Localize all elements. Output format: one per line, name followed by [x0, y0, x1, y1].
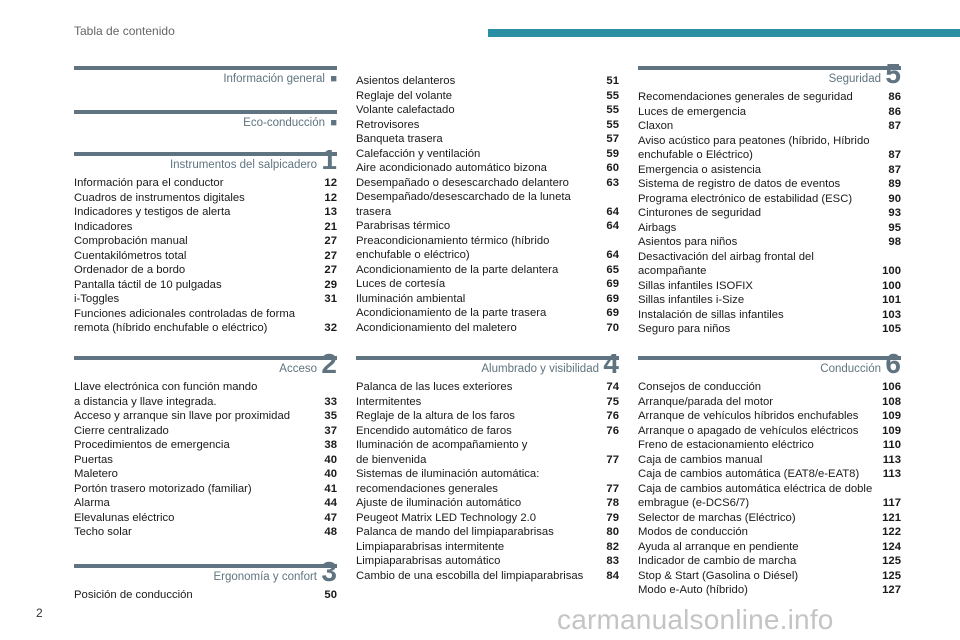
toc-entry-title: Asientos delanteros [356, 75, 456, 87]
section-heading [638, 58, 901, 90]
section-number: 1 [321, 144, 337, 175]
toc-entry[interactable] [638, 322, 901, 337]
toc-entry[interactable] [356, 219, 619, 234]
entry-list [356, 380, 619, 583]
toc-entry-page: 65 [606, 263, 619, 276]
toc-entry[interactable] [356, 277, 619, 292]
toc-entry[interactable] [638, 134, 901, 163]
toc-entry[interactable] [356, 147, 619, 162]
toc-entry[interactable] [638, 453, 901, 468]
toc-entry-page: 113 [882, 468, 901, 480]
toc-entry-page: 55 [606, 104, 619, 116]
toc-entry[interactable] [74, 438, 337, 453]
toc-entry-title: Sillas infantiles ISOFIX [638, 279, 753, 292]
toc-entry[interactable] [356, 395, 619, 410]
toc-entry-page: 51 [606, 75, 619, 87]
toc-entry-page: 31 [324, 293, 337, 305]
section-alumbrado [356, 348, 619, 583]
section-label: Información general [223, 73, 325, 85]
toc-entry-title: Modo e-Auto (híbrido) [638, 584, 748, 596]
toc-entry-page: 98 [888, 236, 901, 248]
section-ergonomia [74, 556, 337, 603]
toc-entry-page: 55 [606, 118, 619, 131]
toc-entry[interactable] [74, 234, 337, 249]
toc-entry-title: Acondicionamiento de la parte delantera [356, 263, 559, 276]
toc-entry-page: 64 [606, 249, 619, 261]
toc-entry[interactable] [356, 89, 619, 104]
toc-entry-page: 127 [882, 584, 901, 596]
toc-entry[interactable] [356, 511, 619, 526]
toc-entry-page: 100 [882, 279, 901, 292]
toc-entry-title: Caja de cambios automática (EAT8/e-EAT8) [638, 468, 860, 480]
toc-entry-title: Posición de conducción [74, 589, 193, 601]
toc-entry[interactable] [356, 321, 619, 336]
toc-entry-title: Indicadores [74, 220, 133, 233]
toc-entry-title: Indicadores y testigos de alerta [74, 206, 231, 218]
header-accent-bar [488, 29, 960, 37]
toc-entry-title: Asientos para niños [638, 236, 738, 248]
toc-entry-page: 40 [324, 468, 337, 480]
toc-entry-page: 27 [324, 264, 337, 276]
toc-entry-title: Modos de conducción [638, 526, 748, 538]
entry-list [356, 74, 619, 335]
toc-entry[interactable] [74, 176, 337, 191]
toc-entry-page: 21 [324, 220, 337, 233]
toc-entry-title: Sillas infantiles i-Size [638, 294, 745, 306]
toc-entry[interactable] [356, 190, 619, 219]
toc-entry-title: Sistema de registro de datos de eventos [638, 178, 841, 190]
toc-entry-page: 55 [606, 89, 619, 102]
toc-entry-page: 57 [606, 133, 619, 145]
toc-entry-page: 47 [324, 511, 337, 524]
toc-entry-title: Luces de emergencia [638, 105, 747, 118]
toc-entry-page: 95 [888, 221, 901, 234]
bullet-marker: ■ [330, 117, 337, 129]
toc-entry[interactable] [356, 132, 619, 147]
toc-entry[interactable] [356, 161, 619, 176]
toc-entry-page: 64 [606, 205, 619, 218]
toc-entry[interactable] [356, 569, 619, 584]
toc-entry[interactable] [356, 424, 619, 439]
toc-entry-page: 101 [882, 294, 901, 306]
toc-entry-page: 122 [882, 526, 901, 538]
toc-entry-title: Calefacción y ventilación [356, 147, 481, 160]
toc-entry[interactable] [74, 453, 337, 468]
toc-entry[interactable] [638, 395, 901, 410]
toc-entry-page: 83 [606, 555, 619, 567]
toc-entry-page: 69 [606, 307, 619, 319]
section-heading [74, 348, 337, 380]
toc-entry[interactable] [356, 525, 619, 540]
toc-entry-page: 50 [324, 589, 337, 601]
toc-entry-page: 29 [324, 278, 337, 291]
toc-entry[interactable] [638, 583, 901, 598]
toc-entry-page: 125 [882, 555, 901, 567]
toc-entry-title: Parabrisas térmico [356, 220, 451, 232]
toc-entry-page: 60 [606, 162, 619, 174]
section-eco-conduccion[interactable] [74, 110, 337, 134]
toc-entry-page: 38 [324, 439, 337, 451]
toc-entry-page: 75 [606, 395, 619, 408]
toc-entry[interactable] [74, 307, 337, 336]
toc-entry[interactable] [638, 90, 901, 105]
toc-entry[interactable] [74, 249, 337, 264]
section-continued [356, 74, 619, 335]
toc-entry-title: Emergencia o asistencia [638, 163, 762, 176]
toc-entry-page: 12 [324, 191, 337, 204]
toc-entry-page: 125 [882, 569, 901, 582]
section-label: Conducción [820, 363, 881, 375]
toc-entry-title: Indicador de cambio de marcha [638, 555, 797, 567]
section-label: Instrumentos del salpicadero [169, 159, 317, 171]
toc-entry-title: Arranque de vehículos híbridos enchufables [638, 410, 859, 422]
toc-entry-title: Stop & Start (Gasolina o Diésel) [638, 569, 799, 582]
toc-entry[interactable] [356, 409, 619, 424]
toc-entry-page: 76 [606, 410, 619, 422]
toc-entry[interactable] [74, 380, 337, 409]
section-heading [74, 556, 337, 588]
toc-entry-page: 89 [888, 178, 901, 190]
toc-entry[interactable] [638, 177, 901, 192]
toc-entry[interactable] [638, 250, 901, 279]
section-acceso [74, 348, 337, 540]
toc-entry[interactable] [74, 482, 337, 497]
toc-entry[interactable] [74, 588, 337, 603]
toc-entry-page: 63 [606, 176, 619, 189]
toc-entry-page: 40 [324, 453, 337, 466]
toc-entry-page: 69 [606, 292, 619, 305]
toc-entry[interactable] [356, 292, 619, 307]
toc-entry-title: Aviso acústico para peatones (híbrido, Híbrido enchufable o Eléctrico) [638, 134, 870, 161]
toc-entry-title: Desactivación del airbag frontal del acompañante [638, 250, 814, 277]
toc-entry[interactable] [638, 511, 901, 526]
toc-entry[interactable] [356, 306, 619, 321]
toc-entry-title: Iluminación de acompañamiento y de bienvenida [356, 439, 528, 466]
toc-entry[interactable] [74, 191, 337, 206]
toc-entry-page: 80 [606, 526, 619, 538]
toc-entry[interactable] [74, 511, 337, 526]
section-label: Seguridad [828, 73, 881, 85]
toc-entry[interactable] [356, 554, 619, 569]
entry-list [74, 380, 337, 540]
toc-entry[interactable] [638, 119, 901, 134]
toc-entry[interactable] [74, 263, 337, 278]
toc-entry[interactable] [638, 482, 901, 511]
toc-entry-page: 121 [882, 511, 901, 524]
section-number: 6 [885, 348, 901, 379]
toc-entry-page: 93 [888, 207, 901, 219]
toc-entry-title: Caja de cambios manual [638, 453, 763, 466]
entry-list [74, 588, 337, 603]
toc-entry[interactable] [638, 438, 901, 453]
toc-entry-page: 12 [324, 177, 337, 189]
toc-entry[interactable] [356, 438, 619, 467]
section-number: 4 [603, 348, 619, 379]
toc-entry-title: Banqueta trasera [356, 133, 443, 145]
toc-entry-title: Consejos de conducción [638, 381, 762, 393]
toc-entry[interactable] [74, 220, 337, 235]
toc-entry-title: Instalación de sillas infantiles [638, 308, 784, 321]
section-heading [74, 110, 337, 134]
toc-entry-title: Información para el conductor [74, 177, 224, 189]
section-number: 3 [321, 556, 337, 587]
toc-entry-page: 27 [324, 249, 337, 262]
section-label: Eco-conducción [243, 117, 325, 129]
toc-entry-page: 124 [882, 540, 901, 553]
toc-entry-title: Pantalla táctil de 10 pulgadas [74, 278, 222, 291]
toc-entry-title: Airbags [638, 221, 677, 234]
toc-entry-title: Retrovisores [356, 118, 420, 131]
toc-entry[interactable] [638, 192, 901, 207]
toc-entry-page: 13 [324, 206, 337, 218]
toc-entry-page: 109 [882, 410, 901, 422]
toc-entry-page: 27 [324, 235, 337, 247]
toc-entry-page: 41 [324, 482, 337, 495]
section-number: 5 [885, 58, 901, 89]
toc-entry[interactable] [74, 496, 337, 511]
toc-entry[interactable] [638, 279, 901, 294]
toc-entry-title: Reglaje del volante [356, 89, 453, 102]
toc-entry-title: Encendido automático de faros [356, 424, 512, 437]
toc-entry-title: Maletero [74, 468, 118, 480]
toc-entry-page: 82 [606, 540, 619, 553]
toc-entry-page: 86 [888, 91, 901, 103]
toc-entry-page: 105 [882, 323, 901, 335]
toc-entry[interactable] [638, 308, 901, 323]
section-heading [638, 348, 901, 380]
toc-entry-page: 32 [324, 322, 337, 334]
toc-entry-page: 86 [888, 105, 901, 118]
toc-entry-title: Arranque o apagado de vehículos eléctricos [638, 424, 859, 437]
toc-entry-title: Cinturones de seguridad [638, 207, 762, 219]
toc-entry-title: Cuentakilómetros total [74, 249, 187, 262]
toc-entry-title: Volante calefactado [356, 104, 455, 116]
toc-entry-page: 100 [882, 265, 901, 277]
toc-entry-title: Limpiaparabrisas intermitente [356, 540, 505, 553]
toc-entry-title: Luces de cortesía [356, 278, 446, 290]
toc-entry[interactable] [74, 424, 337, 439]
section-heading [74, 66, 337, 90]
toc-entry[interactable] [356, 263, 619, 278]
toc-entry-title: Reglaje de la altura de los faros [356, 410, 515, 422]
toc-entry[interactable] [638, 554, 901, 569]
toc-entry[interactable] [74, 467, 337, 482]
toc-entry-title: Sistemas de iluminación automática: recomendaciones generales [356, 468, 540, 495]
toc-entry[interactable] [74, 278, 337, 293]
toc-entry-page: 74 [606, 381, 619, 393]
toc-entry-title: Desempañado o desescarchado delantero [356, 176, 569, 189]
entry-list [74, 176, 337, 336]
toc-entry-page: 37 [324, 424, 337, 437]
toc-entry[interactable] [356, 540, 619, 555]
toc-entry-page: 113 [882, 453, 901, 466]
toc-entry[interactable] [638, 221, 901, 236]
toc-entry-page: 90 [888, 192, 901, 205]
toc-entry[interactable] [638, 293, 901, 308]
toc-entry-page: 70 [606, 321, 619, 334]
toc-entry-page: 109 [882, 424, 901, 437]
toc-entry[interactable] [356, 103, 619, 118]
toc-entry-title: Alarma [74, 497, 110, 509]
toc-entry-title: Preacondicionamiento térmico (híbrido enchufable o eléctrico) [356, 234, 550, 261]
toc-entry-title: Palanca de las luces exteriores [356, 381, 513, 393]
toc-entry[interactable] [638, 380, 901, 395]
entry-list [638, 90, 901, 337]
toc-entry[interactable] [638, 206, 901, 221]
toc-entry-page: 59 [606, 147, 619, 160]
toc-entry-title: Cierre centralizado [74, 424, 169, 437]
section-seguridad [638, 58, 901, 337]
toc-entry-title: Comprobación manual [74, 235, 188, 247]
toc-entry-title: Cuadros de instrumentos digitales [74, 191, 245, 204]
entry-list [638, 380, 901, 598]
toc-entry[interactable] [356, 176, 619, 191]
toc-entry-page: 48 [324, 526, 337, 538]
toc-entry-title: Seguro para niños [638, 323, 731, 335]
toc-entry-page: 87 [888, 120, 901, 132]
toc-entry-title: Selector de marchas (Eléctrico) [638, 511, 796, 524]
toc-entry-title: Claxon [638, 120, 674, 132]
toc-entry-title: Freno de estacionamiento eléctrico [638, 439, 814, 451]
toc-entry-title: Peugeot Matrix LED Technology 2.0 [356, 511, 537, 524]
toc-entry-title: Ajuste de iluminación automático [356, 497, 522, 509]
toc-entry-title: Acondicionamiento de la parte trasera [356, 307, 547, 319]
toc-entry-title: Funciones adicionales controladas de forma remota (híbrido enchufable o eléctrico) [74, 307, 296, 334]
toc-entry-page: 78 [606, 497, 619, 509]
toc-entry[interactable] [74, 205, 337, 220]
toc-entry-page: 64 [606, 220, 619, 232]
section-number: 2 [321, 348, 337, 379]
page-header-title: Tabla de contenido [74, 24, 175, 38]
toc-entry-page: 33 [324, 395, 337, 408]
toc-entry-title: Iluminación ambiental [356, 292, 466, 305]
toc-entry-title: Puertas [74, 453, 113, 466]
toc-entry-title: Elevalunas eléctrico [74, 511, 175, 524]
toc-entry-title: Techo solar [74, 526, 132, 538]
toc-entry[interactable] [356, 74, 619, 89]
watermark: carmanualsonline.info [557, 604, 834, 635]
toc-entry-page: 77 [606, 482, 619, 495]
toc-entry-title: Procedimientos de emergencia [74, 439, 230, 451]
toc-entry[interactable] [638, 409, 901, 424]
toc-entry[interactable] [638, 525, 901, 540]
toc-entry[interactable] [74, 525, 337, 540]
section-heading [74, 144, 337, 176]
toc-entry[interactable] [638, 467, 901, 482]
toc-entry-title: Acondicionamiento del maletero [356, 321, 517, 334]
toc-entry-page: 77 [606, 453, 619, 466]
toc-entry-page: 110 [882, 439, 901, 451]
toc-entry-title: Portón trasero motorizado (familiar) [74, 482, 252, 495]
toc-entry-title: Ordenador de a bordo [74, 264, 186, 276]
section-conduccion [638, 348, 901, 598]
section-label: Ergonomía y confort [213, 571, 317, 583]
toc-entry[interactable] [638, 424, 901, 439]
section-label: Alumbrado y visibilidad [481, 363, 599, 375]
toc-entry-page: 87 [888, 149, 901, 161]
toc-entry-title: Acceso y arranque sin llave por proximidad [74, 410, 291, 422]
toc-entry-title: Programa electrónico de estabilidad (ESC) [638, 192, 853, 205]
toc-entry[interactable] [356, 467, 619, 496]
section-instrumentos [74, 144, 337, 336]
toc-entry-title: Arranque/parada del motor [638, 395, 774, 408]
section-informacion-general[interactable] [74, 66, 337, 90]
toc-entry-title: Caja de cambios automática eléctrica de doble embrague (e-DCS6/7) [638, 482, 873, 509]
toc-entry[interactable] [356, 496, 619, 511]
toc-entry-page: 103 [882, 308, 901, 321]
toc-entry[interactable] [74, 292, 337, 307]
toc-entry[interactable] [638, 569, 901, 584]
toc-entry-page: 76 [606, 424, 619, 437]
toc-entry-title: Llave electrónica con función mando a distancia y llave integrada. [74, 381, 258, 408]
toc-entry[interactable] [356, 234, 619, 263]
toc-entry-page: 84 [606, 569, 619, 582]
toc-entry-title: Recomendaciones generales de seguridad [638, 91, 853, 103]
page-number: 2 [36, 606, 43, 620]
toc-entry-page: 79 [606, 511, 619, 524]
toc-entry-title: Ayuda al arranque en pendiente [638, 540, 799, 553]
toc-entry[interactable] [638, 235, 901, 250]
toc-entry-title: Aire acondicionado automático bizona [356, 162, 547, 174]
toc-entry[interactable] [356, 118, 619, 133]
toc-entry-title: Limpiaparabrisas automático [356, 555, 501, 567]
toc-entry[interactable] [638, 105, 901, 120]
section-label: Acceso [279, 363, 317, 375]
toc-entry-page: 106 [882, 381, 901, 393]
toc-entry-title: Cambio de una escobilla del limpiaparabrisas [356, 569, 584, 582]
toc-entry-page: 35 [324, 410, 337, 422]
toc-entry-title: Intermitentes [356, 395, 422, 408]
toc-entry-page: 44 [324, 497, 337, 509]
toc-entry-title: i-Toggles [74, 293, 120, 305]
toc-entry[interactable] [356, 380, 619, 395]
toc-entry-page: 69 [606, 278, 619, 290]
toc-entry[interactable] [638, 540, 901, 555]
toc-entry-page: 87 [888, 163, 901, 176]
toc-entry-title: Palanca de mando del limpiaparabrisas [356, 526, 554, 538]
bullet-marker: ■ [330, 73, 337, 85]
toc-entry-title: Desempañado/desescarchado de la luneta trasera [356, 191, 571, 218]
toc-entry-page: 117 [882, 497, 901, 509]
toc-entry[interactable] [638, 163, 901, 178]
section-heading [356, 348, 619, 380]
toc-entry-page: 108 [882, 395, 901, 408]
toc-entry[interactable] [74, 409, 337, 424]
